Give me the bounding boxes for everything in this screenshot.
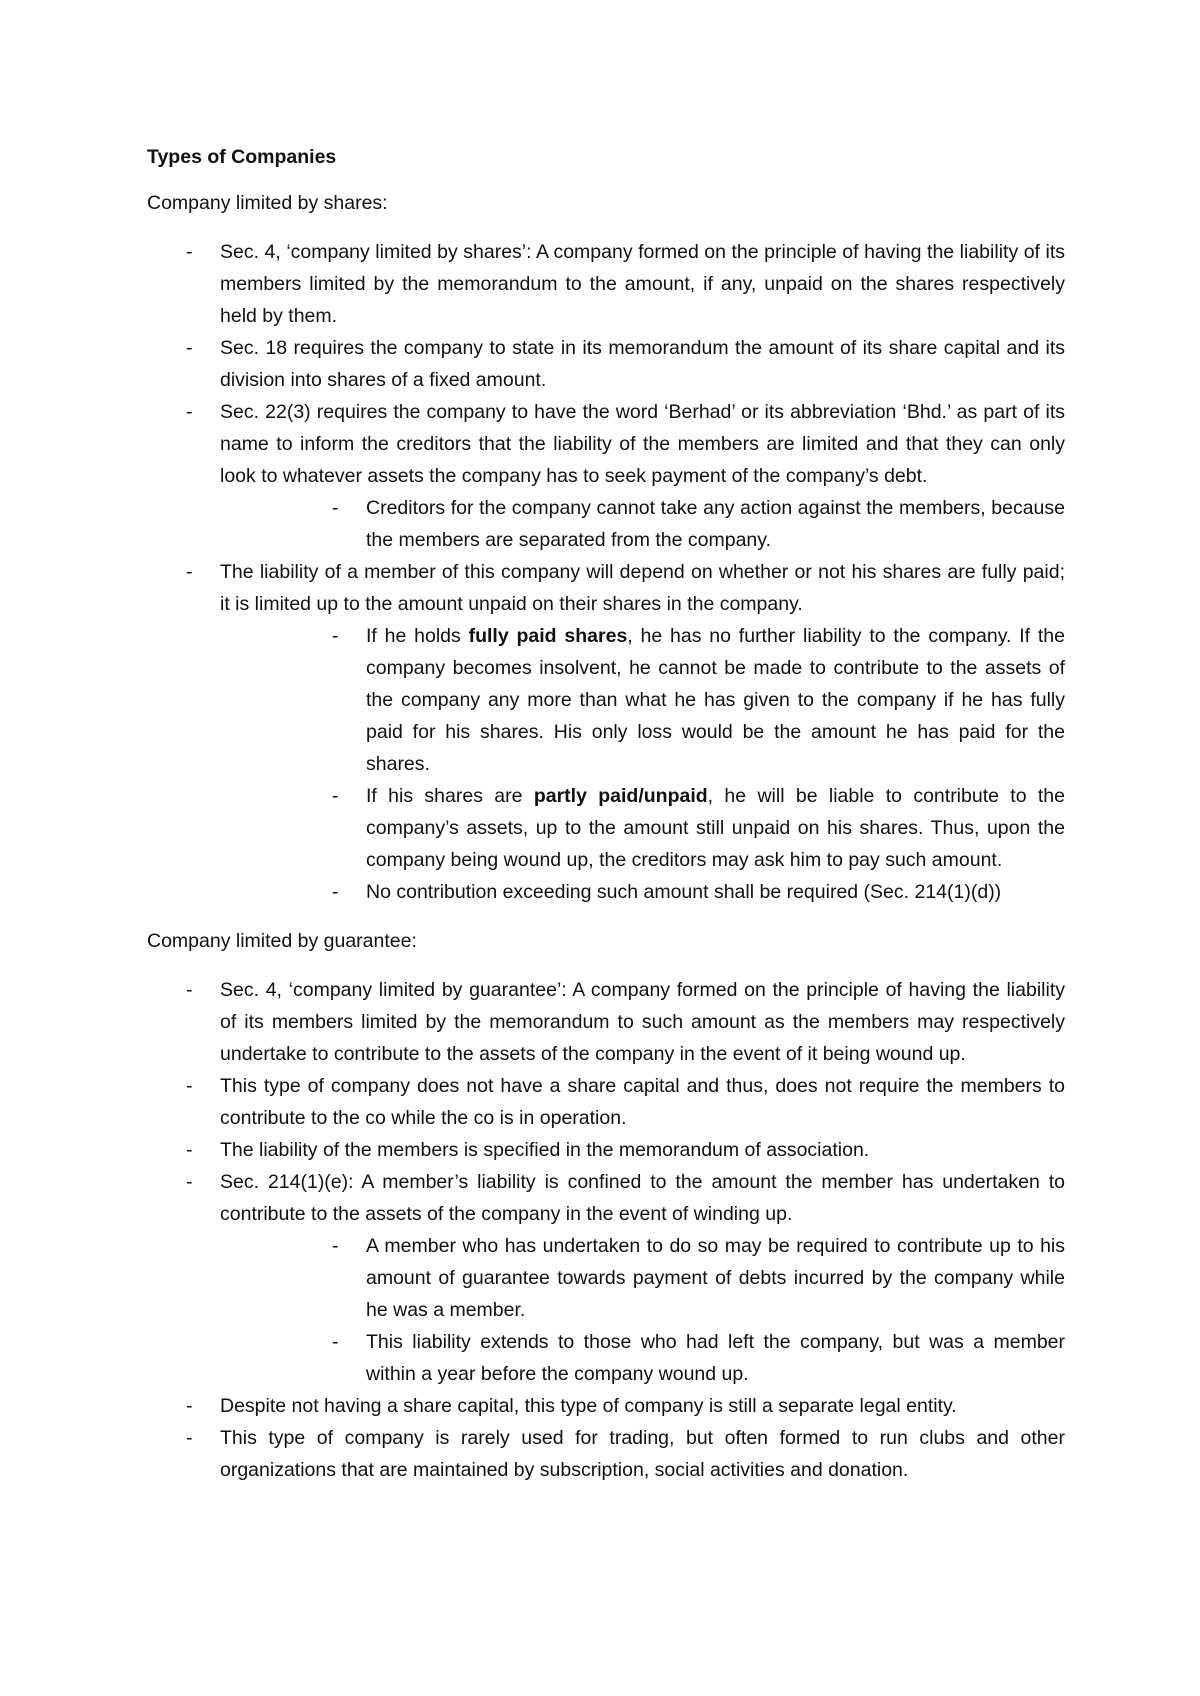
list-item-text: Sec. 4, ‘company limited by guarantee’: A company formed on the principle of having the liability of its members limited by the memorandum to such amount as the members may respectively undertake to contribute to the assets of the company in the event of it being wound up. bbox=[220, 979, 1065, 1065]
text-segment: If he holds bbox=[366, 625, 469, 647]
bold-term: fully paid shares bbox=[468, 625, 628, 647]
list-item bbox=[147, 396, 1065, 556]
section-shares bbox=[147, 187, 1065, 908]
document-page bbox=[147, 141, 1065, 1503]
list-item-text: This type of company does not have a share capital and thus, does not require the members to contribute to the co while the co is in operation. bbox=[220, 1075, 1065, 1129]
bold-term: partly paid/unpaid bbox=[533, 785, 708, 807]
sub-list-item bbox=[220, 620, 1065, 780]
sub-list-item bbox=[220, 1230, 1065, 1326]
list-item-text: This liability extends to those who had left the company, but was a member within a year before the company wound up. bbox=[366, 1331, 1065, 1385]
list-item bbox=[147, 1166, 1065, 1390]
list-item-text: The liability of the members is specified in the memorandum of association. bbox=[220, 1139, 870, 1161]
section-heading: Company limited by shares: bbox=[147, 192, 388, 214]
list-item-text: Sec. 18 requires the company to state in its memorandum the amount of its share capital and its division into shares of a fixed amount. bbox=[220, 337, 1065, 391]
document-title: Types of Companies bbox=[147, 146, 337, 168]
text-segment: , he has no further liability to the company. If the company becomes insolvent, he cannot be made to contribute to the assets of the company any more than what he has given to the company if he has fully paid for his shares. His only loss would be the amount he has paid for the shares. bbox=[366, 625, 1065, 775]
list-item-text: A member who has undertaken to do so may be required to contribute up to his amount of guarantee towards payment of debts incurred by the company while he was a member. bbox=[366, 1235, 1065, 1321]
list-item bbox=[147, 236, 1065, 332]
list-item bbox=[147, 1070, 1065, 1134]
list-item-text: Sec. 22(3) requires the company to have the word ‘Berhad’ or its abbreviation ‘Bhd.’ as part of its name to inform the creditors that the liability of the members are limited and that they can only look to whatever assets the company has to seek payment of the company’s debt. bbox=[220, 401, 1065, 487]
text-segment: If his shares are bbox=[366, 785, 534, 807]
sub-list bbox=[220, 492, 1065, 556]
list-item-text: Sec. 214(1)(e): A member’s liability is confined to the amount the member has undertaken to contribute to the assets of the company in the event of winding up. bbox=[220, 1171, 1065, 1225]
list-item bbox=[147, 332, 1065, 396]
list-item-text: Sec. 4, ‘company limited by shares’: A company formed on the principle of having the liability of its members limited by the memorandum to the amount, if any, unpaid on the shares respectively held by them. bbox=[220, 241, 1065, 327]
list-item-text: Despite not having a share capital, this type of company is still a separate legal entity. bbox=[220, 1395, 957, 1417]
list-item bbox=[147, 1422, 1065, 1486]
list-item bbox=[147, 1390, 1065, 1422]
list-item-text: The liability of a member of this company will depend on whether or not his shares are fully paid; it is limited up to the amount unpaid on their shares in the company. bbox=[220, 561, 1065, 615]
sub-list-item bbox=[220, 876, 1065, 908]
list-item-text: Creditors for the company cannot take any action against the members, because the members are separated from the company. bbox=[366, 497, 1065, 551]
bullet-list bbox=[147, 974, 1065, 1486]
bullet-list bbox=[147, 236, 1065, 908]
list-item bbox=[147, 974, 1065, 1070]
section-heading: Company limited by guarantee: bbox=[147, 930, 417, 952]
list-item bbox=[147, 556, 1065, 908]
sub-list-item bbox=[220, 1326, 1065, 1390]
list-item-text: This type of company is rarely used for trading, but often formed to run clubs and other organizations that are maintained by subscription, social activities and donation. bbox=[220, 1427, 1065, 1481]
list-item-text: No contribution exceeding such amount shall be required (Sec. 214(1)(d)) bbox=[366, 881, 1002, 903]
section-guarantee bbox=[147, 925, 1065, 1486]
sub-list bbox=[220, 620, 1065, 908]
sub-list-item bbox=[220, 780, 1065, 876]
list-item bbox=[147, 1134, 1065, 1166]
text-segment: , he will be liable to contribute to the company’s assets, up to the amount still unpaid on his shares. Thus, upon the company being wound up, the creditors may ask him to pay such amount. bbox=[366, 785, 1065, 871]
sub-list bbox=[220, 1230, 1065, 1390]
sub-list-item bbox=[220, 492, 1065, 556]
